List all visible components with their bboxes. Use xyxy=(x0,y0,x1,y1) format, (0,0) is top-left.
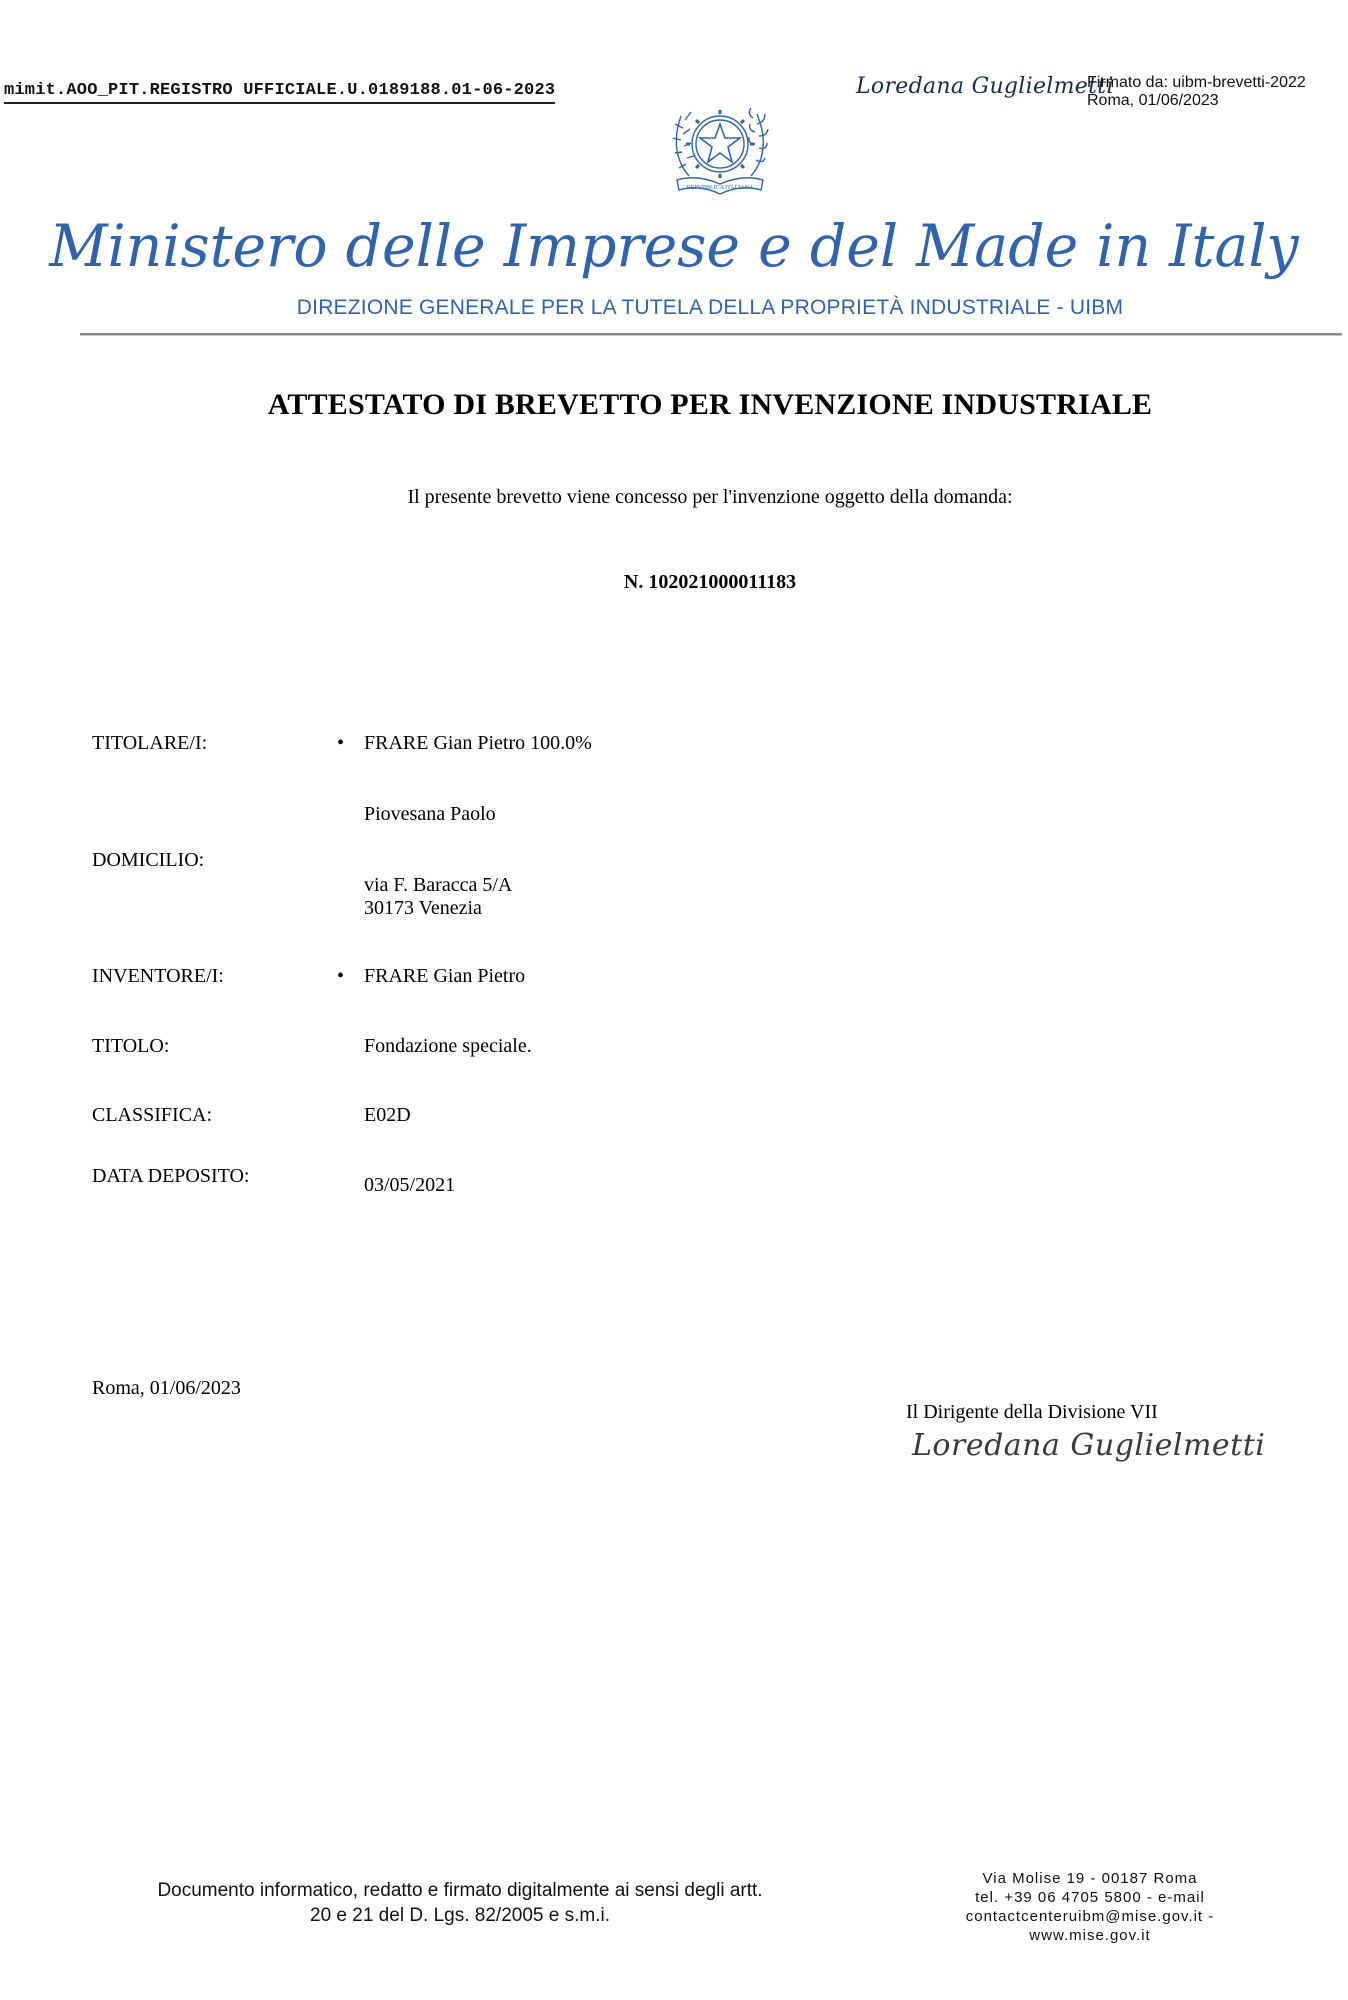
contact-email[interactable]: contactcenteruibm@mise.gov.it - xyxy=(965,1908,1215,1925)
signed-place-date: Roma, 01/06/2023 xyxy=(1087,92,1219,109)
bullet-icon: • xyxy=(337,965,345,987)
legal-notice xyxy=(70,1878,850,1928)
inventore-label: INVENTORE/I: xyxy=(92,965,224,987)
titolare-label: TITOLARE/I: xyxy=(92,732,208,754)
document-title: ATTESTATO DI BREVETTO PER INVENZIONE INDUSTRIALE xyxy=(267,388,1153,421)
digital-signature-name: Loredana Guglielmetti xyxy=(856,74,1114,99)
data-deposito-label: DATA DEPOSITO: xyxy=(92,1165,250,1187)
directorate-name: DIREZIONE GENERALE PER LA TUTELA DELLA PROPRIETÀ INDUSTRIALE - UIBM xyxy=(296,296,1124,319)
classifica-value: E02D xyxy=(364,1104,411,1126)
contact-info xyxy=(920,1869,1260,1945)
domicilio-label: DOMICILIO: xyxy=(92,849,205,871)
ministry-name: Ministero delle Imprese e del Made in Italy xyxy=(49,212,1299,280)
address-line-1: via F. Baracca 5/A xyxy=(364,874,513,896)
legal-line-1: Documento informatico, redatto e firmato digitalmente ai sensi degli artt. xyxy=(157,1880,763,1901)
signatory-role: Il Dirigente della Divisione VII xyxy=(906,1401,1158,1423)
domicilio-name: Piovesana Paolo xyxy=(364,803,496,825)
data-deposito-value: 03/05/2021 xyxy=(364,1174,456,1196)
signed-by: Firmato da: uibm-brevetti-2022 xyxy=(1087,74,1306,91)
intro-text: Il presente brevetto viene concesso per l'invenzione oggetto della domanda: xyxy=(407,486,1013,508)
titolo-value: Fondazione speciale. xyxy=(364,1035,532,1057)
application-number: N. 102021000011183 xyxy=(623,571,797,593)
digital-signature-info xyxy=(1087,74,1306,110)
handwritten-signature: Loredana Guglielmetti xyxy=(912,1428,1266,1463)
legal-line-2: 20 e 21 del D. Lgs. 82/2005 e s.m.i. xyxy=(310,1905,610,1926)
protocol-stamp: mimit.AOO_PIT.REGISTRO UFFICIALE.U.0189188.01-06-2023 xyxy=(4,81,555,104)
header-divider xyxy=(80,333,1342,336)
contact-website[interactable]: www.mise.gov.it xyxy=(1029,1927,1151,1944)
emblem-text: REPVBBLICA ITALIANA xyxy=(686,185,754,191)
address-line-2: 30173 Venezia xyxy=(364,897,482,919)
contact-phone: tel. +39 06 4705 5800 - e-mail xyxy=(975,1889,1205,1906)
italian-republic-emblem-icon xyxy=(667,88,773,200)
contact-address: Via Molise 19 - 00187 Roma xyxy=(982,1870,1198,1887)
classifica-label: CLASSIFICA: xyxy=(92,1104,213,1126)
titolare-value: FRARE Gian Pietro 100.0% xyxy=(364,732,592,754)
domicilio-address xyxy=(364,874,512,920)
place-date: Roma, 01/06/2023 xyxy=(92,1377,241,1399)
inventore-value: FRARE Gian Pietro xyxy=(364,965,526,987)
bullet-icon: • xyxy=(337,732,345,754)
titolo-label: TITOLO: xyxy=(92,1035,170,1057)
